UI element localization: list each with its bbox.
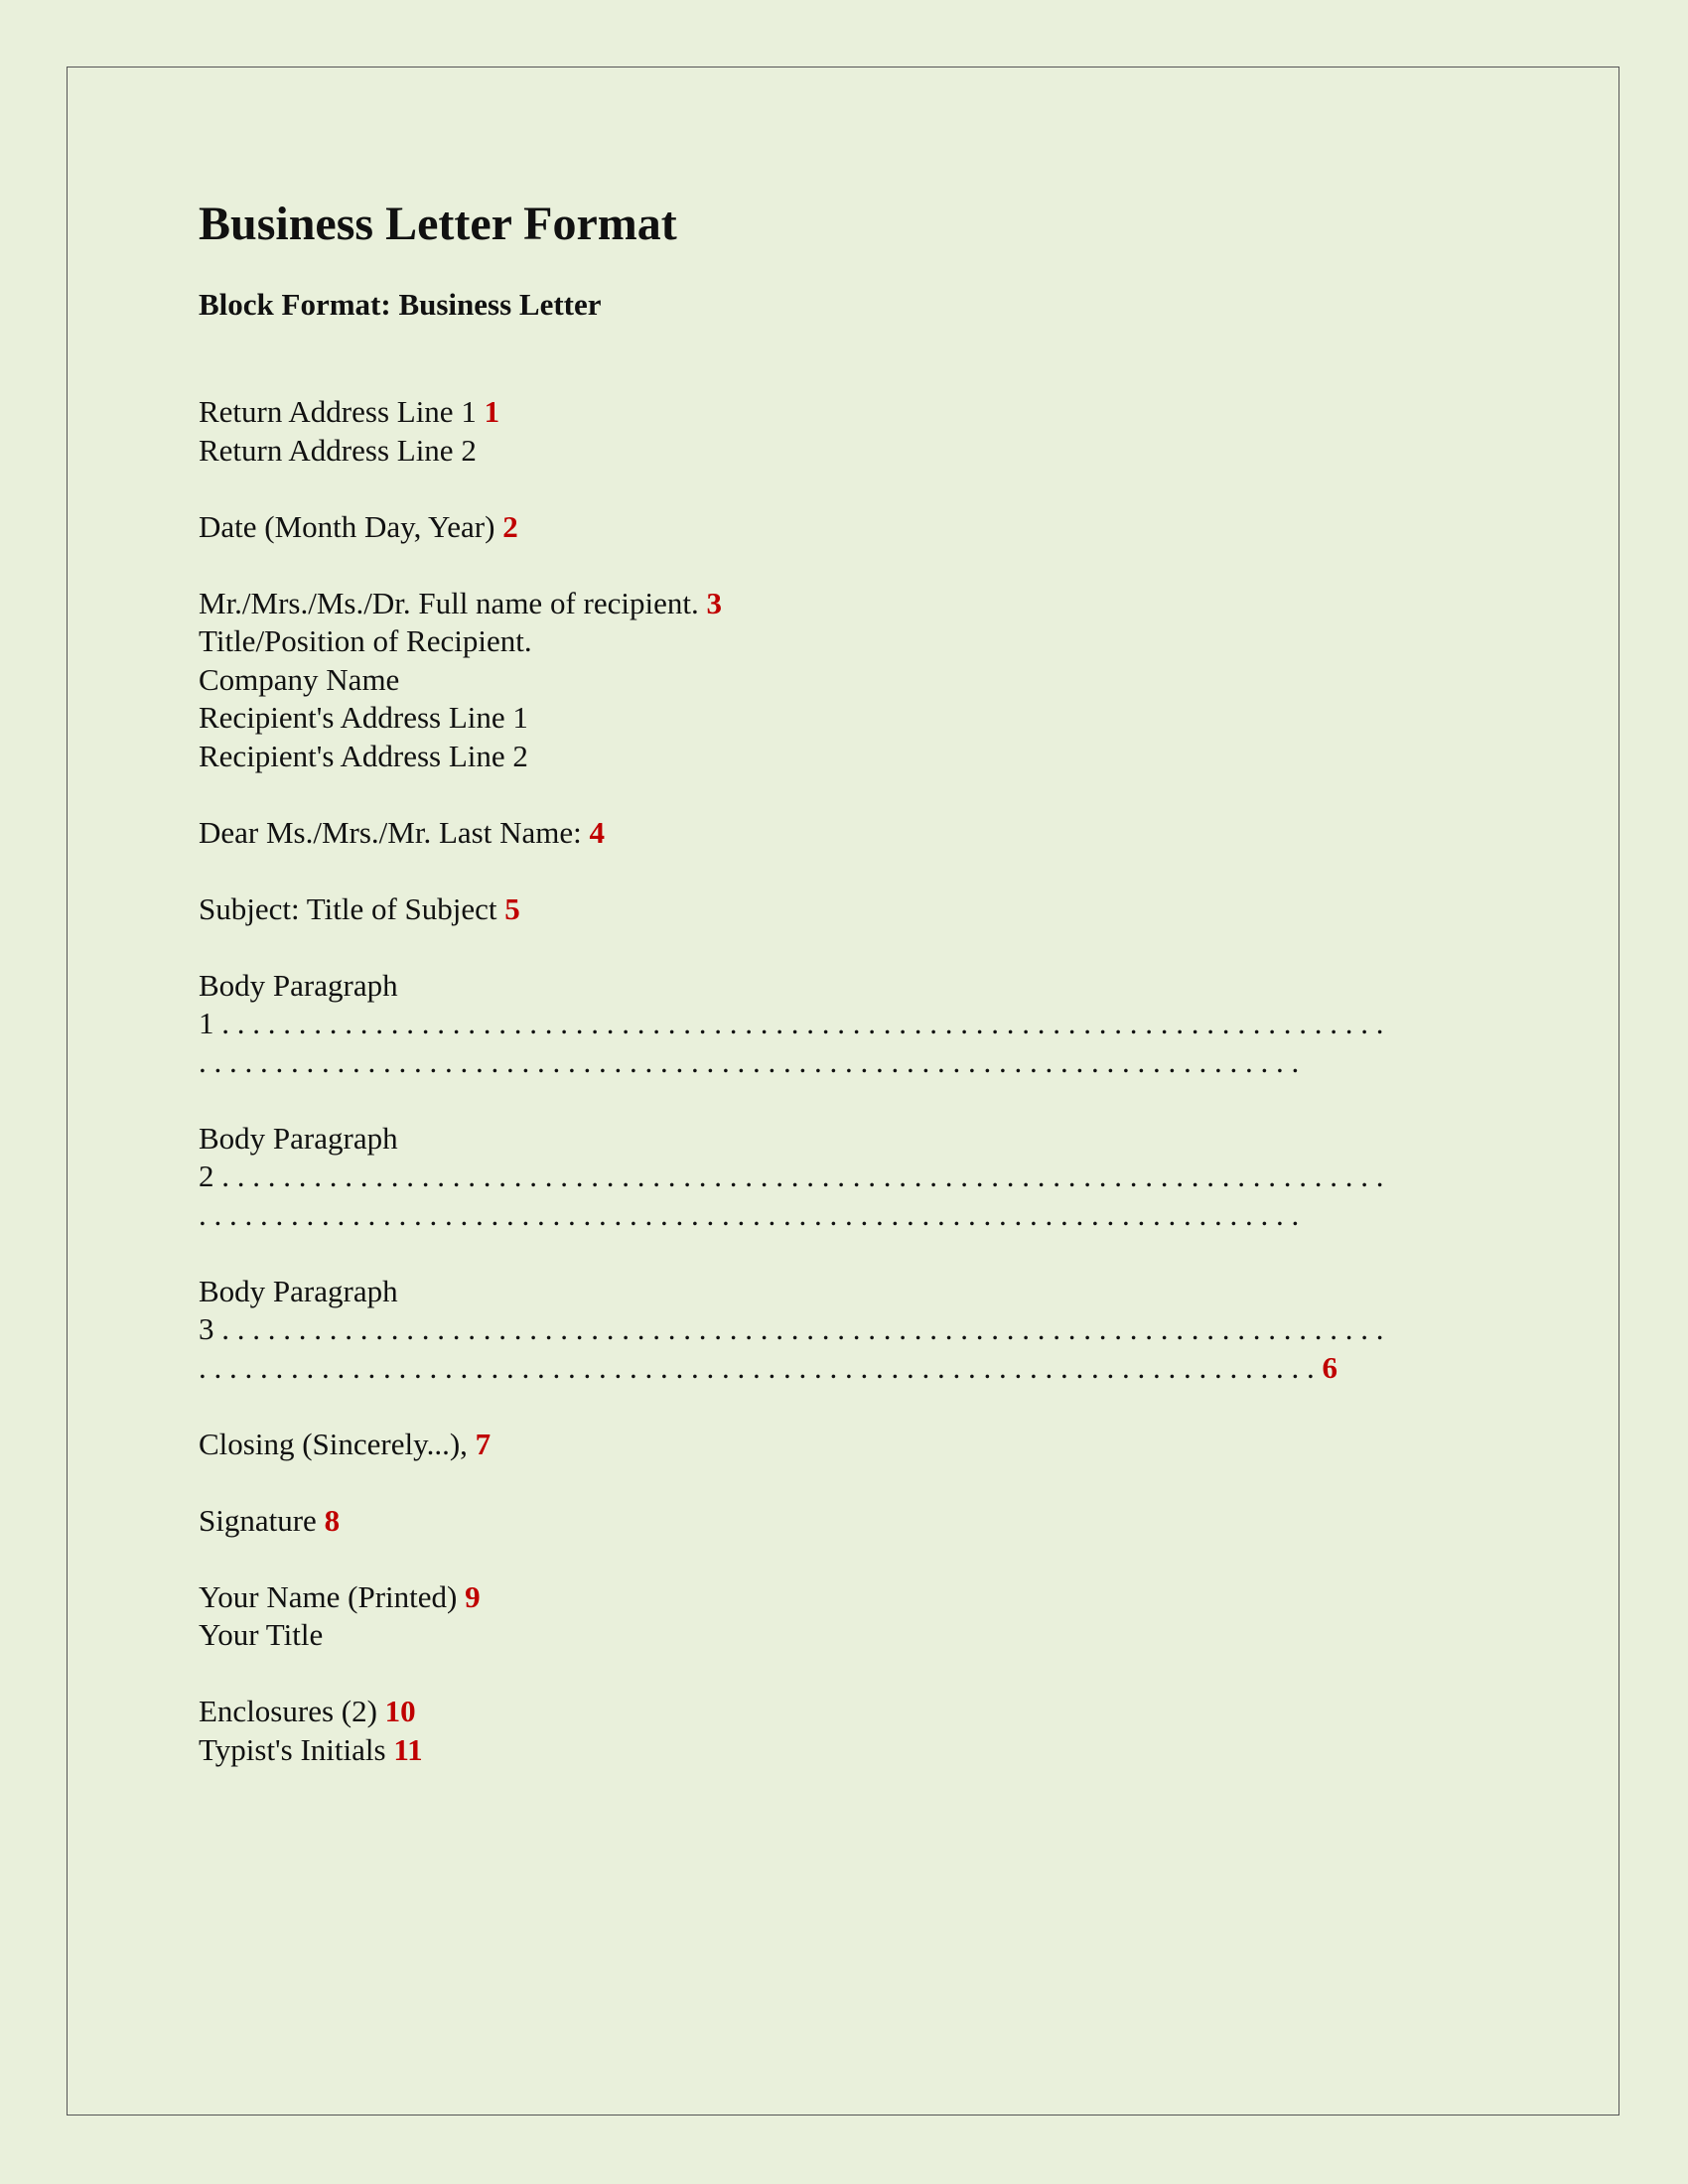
return-address-line-2: Return Address Line 2 <box>199 432 477 468</box>
body-paragraph-2 <box>199 1120 1499 1235</box>
sender-name <box>199 1578 1499 1617</box>
body-paragraph-1-line-1: 1 . . . . . . . . . . . . . . . . . . . . . . . . . . . . . . . . . . . . . . . . . . . . . . . . . . . . . . . . . . . . . . . . . . . . . . . . . . . . <box>199 1006 1384 1040</box>
enclosures-text: Enclosures (2) <box>199 1694 377 1728</box>
closing-text: Closing (Sincerely...), <box>199 1426 468 1461</box>
signature-text: Signature <box>199 1502 317 1538</box>
recipient-name-text: Mr./Mrs./Ms./Dr. Full name of recipient. <box>199 585 699 620</box>
marker-5: 5 <box>504 890 520 926</box>
closing-block <box>199 1426 1499 1464</box>
body-paragraph-1 <box>199 967 1499 1082</box>
return-address <box>199 393 1499 470</box>
letter-content <box>199 195 1499 1769</box>
marker-6: 6 <box>1322 1349 1337 1385</box>
date-block <box>199 508 1499 547</box>
marker-3: 3 <box>706 585 722 620</box>
page-subtitle: Block Format: Business Letter <box>199 287 602 322</box>
enclosures-block <box>199 1693 1499 1769</box>
return-address-line-1-text: Return Address Line 1 <box>199 394 477 429</box>
salutation-line <box>199 814 1499 853</box>
recipient-block <box>199 585 1499 776</box>
typist-initials-line <box>199 1731 1499 1770</box>
subject-line <box>199 890 1499 929</box>
marker-2: 2 <box>502 508 518 544</box>
subject-block <box>199 890 1499 929</box>
closing-line <box>199 1426 1499 1464</box>
sender-name-text: Your Name (Printed) <box>199 1578 458 1614</box>
salutation-text: Dear Ms./Mrs./Mr. Last Name: <box>199 814 582 850</box>
marker-11: 11 <box>393 1731 423 1767</box>
date-text: Date (Month Day, Year) <box>199 508 495 544</box>
recipient-company: Company Name <box>199 661 400 697</box>
sender-block <box>199 1578 1499 1655</box>
body-paragraph-3-line-2-dots: . . . . . . . . . . . . . . . . . . . . . . . . . . . . . . . . . . . . . . . . . . . . . . . . . . . . . . . . . . . . . . . . . . . . . . . . . <box>199 1349 1315 1385</box>
marker-8: 8 <box>324 1502 341 1538</box>
marker-4: 4 <box>589 814 605 850</box>
subject-text: Subject: Title of Subject <box>199 890 497 926</box>
marker-7: 7 <box>475 1426 492 1461</box>
salutation-block <box>199 814 1499 853</box>
body-paragraph-3-line-2 <box>199 1349 1499 1388</box>
body-paragraph-3 <box>199 1273 1499 1388</box>
body-paragraph-2-line-1: 2 . . . . . . . . . . . . . . . . . . . . . . . . . . . . . . . . . . . . . . . . . . . . . . . . . . . . . . . . . . . . . . . . . . . . . . . . . . . . <box>199 1159 1384 1193</box>
marker-10: 10 <box>384 1694 416 1728</box>
body-paragraph-2-label: Body Paragraph <box>199 1120 398 1156</box>
signature-line <box>199 1502 1499 1541</box>
body-paragraph-2-line-2: . . . . . . . . . . . . . . . . . . . . . . . . . . . . . . . . . . . . . . . . . . . . . . . . . . . . . . . . . . . . . . . . . . . . . . . . <box>199 1196 1300 1232</box>
recipient-address-1: Recipient's Address Line 1 <box>199 700 528 735</box>
marker-1: 1 <box>484 394 500 429</box>
recipient-name <box>199 585 1499 623</box>
return-address-line-1 <box>199 393 1499 432</box>
sender-title: Your Title <box>199 1617 324 1652</box>
body-paragraph-1-label: Body Paragraph <box>199 967 398 1003</box>
page-title: Business Letter Format <box>199 198 677 250</box>
recipient-address-2: Recipient's Address Line 2 <box>199 738 528 773</box>
enclosures-line <box>199 1693 1499 1731</box>
body-paragraph-3-label: Body Paragraph <box>199 1273 398 1308</box>
recipient-title: Title/Position of Recipient. <box>199 623 532 658</box>
marker-9: 9 <box>465 1578 481 1614</box>
typist-initials-text: Typist's Initials <box>199 1731 386 1767</box>
body-paragraph-3-line-1: 3 . . . . . . . . . . . . . . . . . . . . . . . . . . . . . . . . . . . . . . . . . . . . . . . . . . . . . . . . . . . . . . . . . . . . . . . . . . . . <box>199 1311 1384 1346</box>
body-paragraph-1-line-2: . . . . . . . . . . . . . . . . . . . . . . . . . . . . . . . . . . . . . . . . . . . . . . . . . . . . . . . . . . . . . . . . . . . . . . . . <box>199 1043 1300 1079</box>
signature-block <box>199 1502 1499 1541</box>
date-line <box>199 508 1499 547</box>
